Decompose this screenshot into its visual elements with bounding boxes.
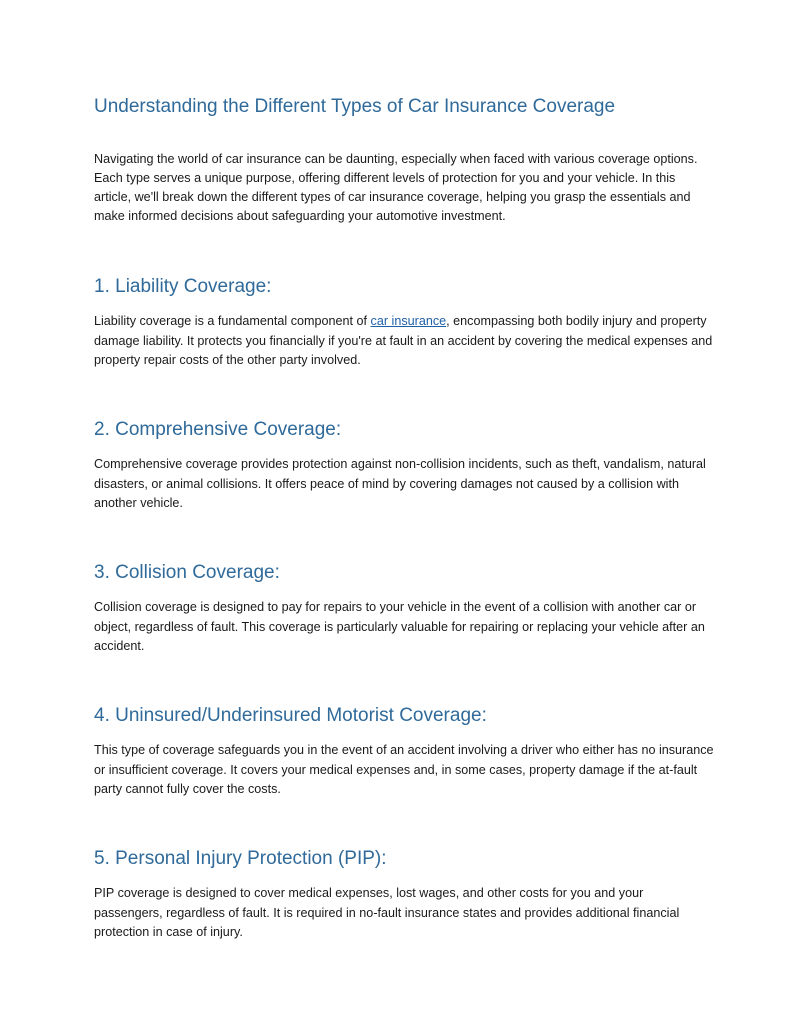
section-heading-comprehensive: 2. Comprehensive Coverage: — [94, 419, 342, 440]
section-heading-liability: 1. Liability Coverage: — [94, 276, 272, 297]
liability-text-after-link: , encompassing both bodily injury and property damage liability. It protects you financially if you're at fault in an accident by covering the medical expenses and property repair costs of the other party involved. — [94, 314, 713, 367]
section-body-collision: Collision coverage is designed to pay for repairs to your vehicle in the event of a collision with another car or object, regardless of fault. This coverage is particularly valuable for repairing or replacing your vehicle after an accident. — [94, 600, 705, 653]
section-body-pip: PIP coverage is designed to cover medical expenses, lost wages, and other costs for you and your passengers, regardless of fault. It is required in no-fault insurance states and provides additional financial protection in case of injury. — [94, 886, 680, 939]
section-body-uninsured-motorist: This type of coverage safeguards you in the event of an accident involving a driver who either has no insurance or insufficient coverage. It covers your medical expenses and, in some cases, property damage if the at-fault party cannot fully cover the costs. — [94, 743, 714, 796]
section-heading-collision: 3. Collision Coverage: — [94, 562, 280, 583]
section-heading-pip: 5. Personal Injury Protection (PIP): — [94, 848, 387, 869]
liability-text-before-link: Liability coverage is a fundamental component of — [94, 314, 371, 328]
document-title: Understanding the Different Types of Car Insurance Coverage — [94, 96, 616, 117]
section-heading-uninsured-motorist: 4. Uninsured/Underinsured Motorist Coverage: — [94, 705, 487, 726]
section-body-liability — [94, 312, 714, 371]
intro-paragraph: Navigating the world of car insurance can be daunting, especially when faced with various coverage options. Each type serves a unique purpose, offering different levels of protection for you and your vehicle. In this article, we'll break down the different types of car insurance coverage, helping you grasp the essentials and make informed decisions about safeguarding your automotive investment. — [94, 152, 698, 223]
car-insurance-link[interactable]: car insurance — [370, 314, 447, 328]
section-body-comprehensive: Comprehensive coverage provides protection against non-collision incidents, such as theft, vandalism, natural disasters, or animal collisions. It offers peace of mind by covering damages not caused by a collision with another vehicle. — [94, 457, 706, 510]
